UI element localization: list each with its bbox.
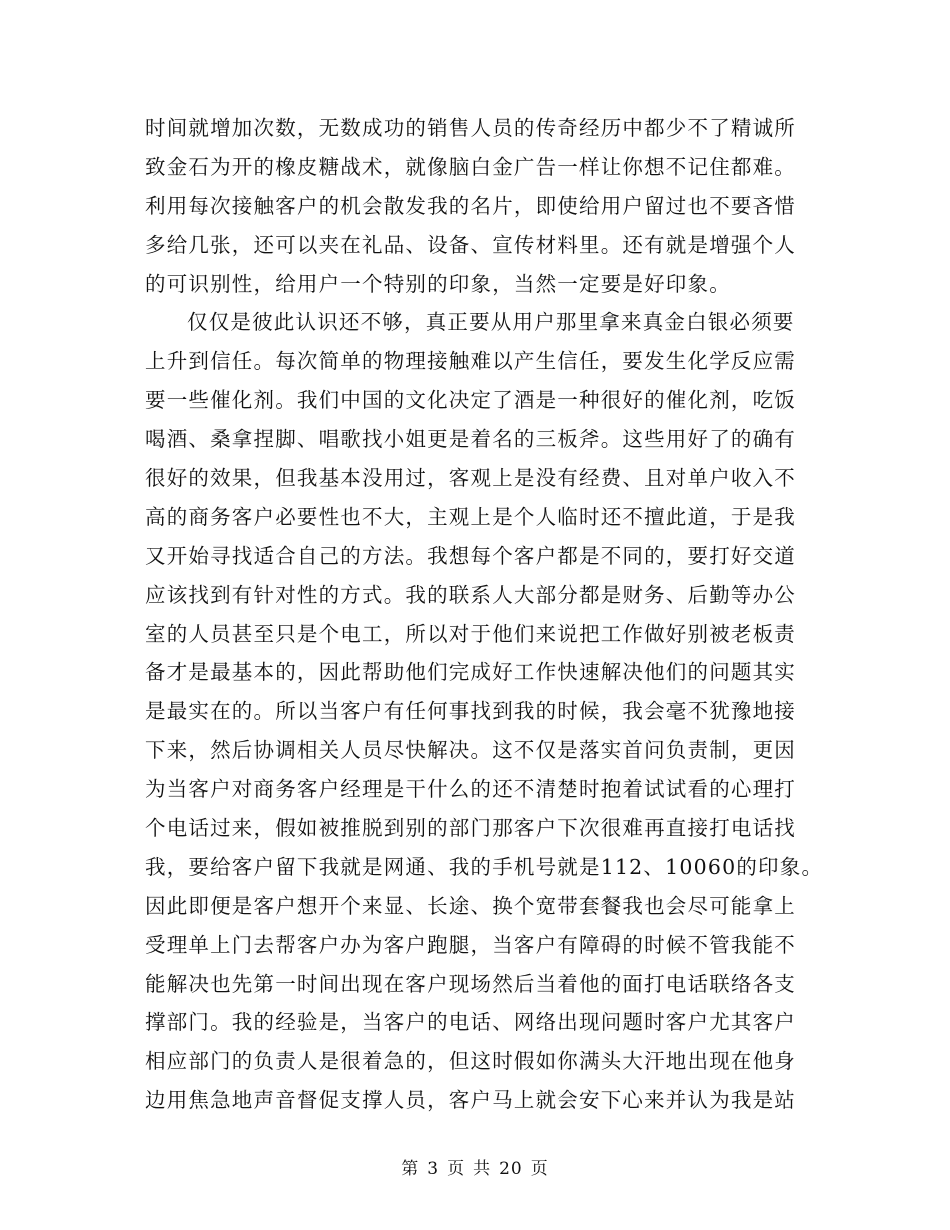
text-line: 又开始寻找适合自己的方法。我想每个客户都是不同的，要打好交道 <box>145 543 796 568</box>
text-line: 上升到信任。每次简单的物理接触难以产生信任，要发生化学反应需 <box>145 349 796 374</box>
text-line: 相应部门的负责人是很着急的，但这时假如你满头大汗地出现在他身 <box>145 1049 796 1074</box>
text-line: 下来，然后协调相关人员尽快解决。这不仅是落实首问负责制，更因 <box>145 738 796 763</box>
body-text <box>145 109 824 1120</box>
text-line: 撑部门。我的经验是，当客户的电话、网络出现问题时客户尤其客户 <box>145 1010 796 1035</box>
total-label: 共 <box>473 1159 492 1179</box>
text-line: 的可识别性，给用户一个特别的印象，当然一定要是好印象。 <box>145 271 731 296</box>
text-line: 致金石为开的橡皮糖战术，就像脑白金广告一样让你想不记住都难。 <box>145 154 796 179</box>
text-line: 室的人员甚至只是个电工，所以对于他们来说把工作做好别被老板责 <box>145 621 796 646</box>
text-line: 时间就增加次数，无数成功的销售人员的传奇经历中都少不了精诚所 <box>145 116 796 140</box>
text-line: 是最实在的。所以当客户有任何事找到我的时候，我会毫不犹豫地接 <box>145 699 796 724</box>
text-line: 受理单上门去帮客户办为客户跑腿，当客户有障碍的时候不管我能不 <box>145 932 796 957</box>
text-line: 我，要给客户留下我就是网通、我的手机号就是112、10060的印象。 <box>145 854 824 879</box>
text-line: 多给几张，还可以夹在礼品、设备、宣传材料里。还有就是增强个人 <box>145 232 796 257</box>
current-page-number: 3 <box>427 1159 440 1179</box>
page-footer <box>0 1154 950 1179</box>
text-line: 利用每次接触客户的机会散发我的名片，即使给用户留过也不要吝惜 <box>145 193 796 218</box>
text-line: 高的商务客户必要性也不大，主观上是个人临时还不擅此道，于是我 <box>145 504 796 529</box>
text-line: 为当客户对商务客户经理是干什么的还不清楚时抱着试试看的心理打 <box>145 777 796 802</box>
paragraph-start-line: 仅仅是彼此认识还不够，真正要从用户那里拿来真金白银必须要 <box>187 310 795 335</box>
page-label-suffix: 页 <box>530 1159 549 1179</box>
text-line: 很好的效果，但我基本没用过，客观上是没有经费、且对单户收入不 <box>145 466 796 491</box>
text-line: 因此即便是客户想开个来显、长途、换个宽带套餐我也会尽可能拿上 <box>145 893 796 918</box>
text-line: 备才是最基本的，因此帮助他们完成好工作快速解决他们的问题其实 <box>145 660 796 685</box>
text-line: 边用焦急地声音督促支撑人员，客户马上就会安下心来并认为我是站 <box>145 1088 796 1113</box>
page-label-prefix: 第 <box>401 1159 420 1179</box>
text-line: 能解决也先第一时间出现在客户现场然后当着他的面打电话联络各支 <box>145 971 796 996</box>
text-line: 个电话过来，假如被推脱到别的部门那客户下次很难再直接打电话找 <box>145 816 796 841</box>
text-line: 应该找到有针对性的方式。我的联系人大部分都是财务、后勤等办公 <box>145 582 796 607</box>
page-label-mid: 页 <box>447 1159 466 1179</box>
text-line: 喝酒、桑拿捏脚、唱歌找小姐更是着名的三板斧。这些用好了的确有 <box>145 427 796 452</box>
total-pages-number: 20 <box>499 1159 523 1179</box>
text-line: 要一些催化剂。我们中国的文化决定了酒是一种很好的催化剂，吃饭 <box>145 388 796 413</box>
